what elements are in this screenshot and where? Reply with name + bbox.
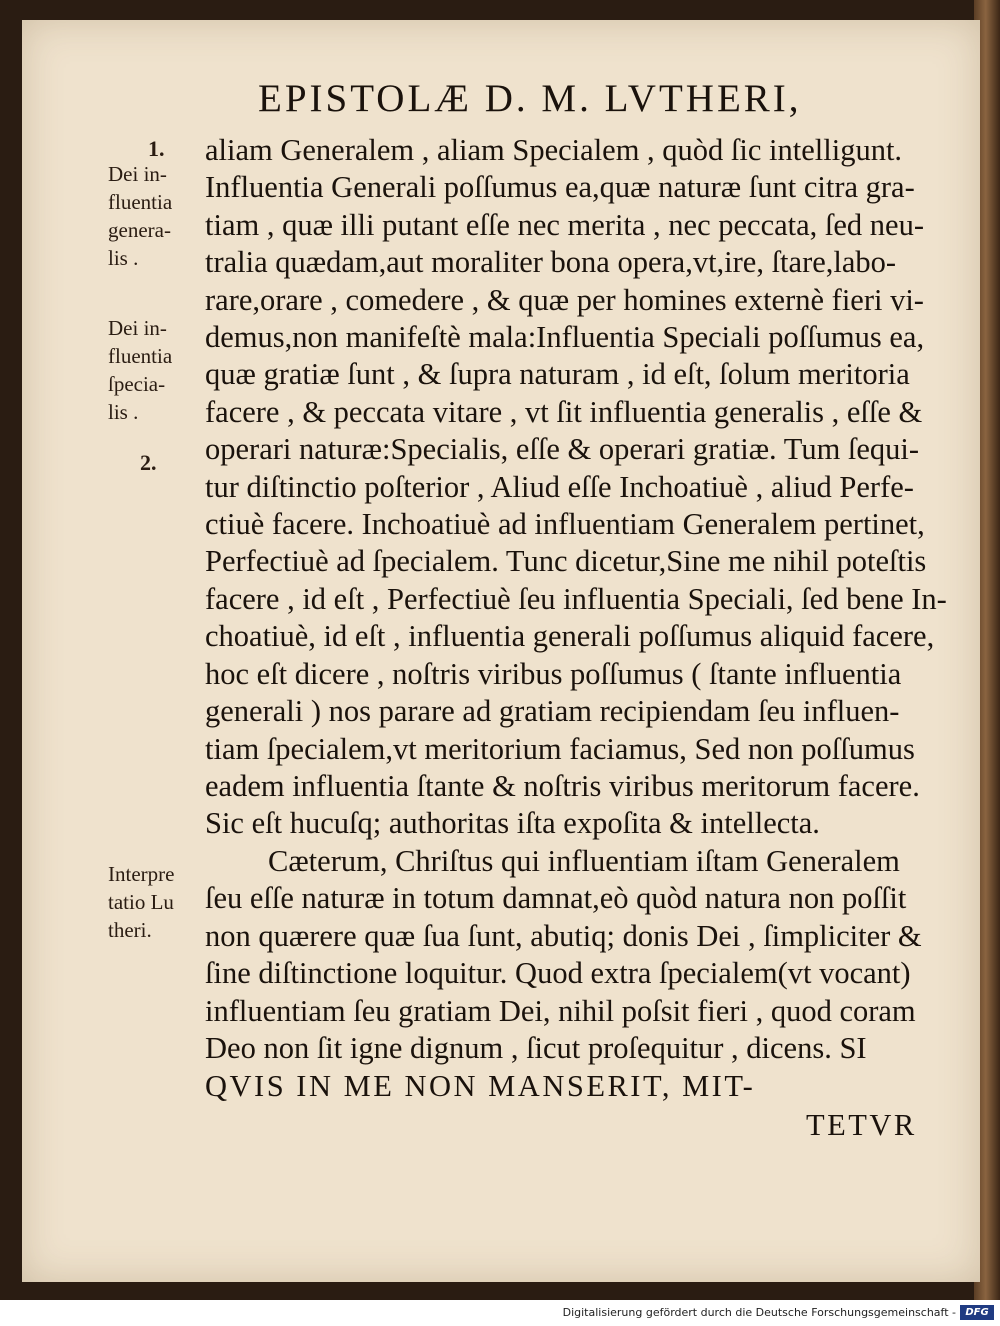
margin-note-line: genera- (108, 218, 171, 242)
margin-note-line: Dei in- (108, 316, 167, 340)
body-line: ſeu eſſe naturæ in totum damnat,eò quòd natura non poſſit (205, 881, 907, 915)
margin-note-line: theri. (108, 918, 152, 942)
body-line: Deo non ſit igne dignum , ſicut proſequitur , dicens. SI (205, 1031, 867, 1065)
body-line: influentiam ſeu gratiam Dei, nihil poſsit fieri , quod coram (205, 994, 916, 1028)
body-line: generali ) nos parare ad gratiam recipiendam ſeu influen- (205, 694, 900, 728)
body-line: non quærere quæ ſua ſunt, abutiq; donis Dei , ſimpliciter & (205, 919, 922, 953)
margin-note-line: lis . (108, 400, 139, 424)
catchword: TETVR (806, 1108, 917, 1142)
body-line: demus,non manifeſtè mala:Influentia Speciali poſſumus ea, (205, 320, 925, 354)
body-line: operari naturæ:Specialis, eſſe & operari gratiæ. Tum ſequi- (205, 432, 920, 466)
body-line: aliam Generalem , aliam Specialem , quòd ſic intelligunt. (205, 133, 903, 167)
margin-note-line: Interpre (108, 862, 175, 886)
body-line: ſine diſtinctione loquitur. Quod extra ſpecialem(vt vocant) (205, 956, 911, 990)
margin-note-line: fluentia (108, 344, 173, 368)
dfg-logo: DFG (960, 1305, 994, 1320)
margin-note-interpretatio-lutheri (108, 860, 208, 944)
body-line: facere , id eſt , Perfectiuè ſeu influentia Speciali, ſed bene In- (205, 582, 947, 616)
body-line: hoc eſt dicere , noſtris viribus poſſumus ( ſtante influentia (205, 657, 902, 691)
running-head: EPISTOLÆ D. M. LVTHERI, (258, 77, 802, 120)
body-line: tralia quædam,aut moraliter bona opera,vt,ire, ſtare,labo- (205, 245, 897, 279)
body-line: Perfectiuè ad ſpecialem. Tunc dicetur,Sine me nihil poteſtis (205, 544, 927, 578)
margin-note-line: ſpecia- (108, 372, 166, 396)
body-line: eadem influentia ſtante & noſtris viribus meritorum facere. (205, 769, 920, 803)
margin-note-line: tatio Lu (108, 890, 174, 914)
margin-number-2: 2. (140, 450, 157, 475)
body-line: quæ gratiæ ſunt , & ſupra naturam , id eſt, ſolum meritoria (205, 357, 910, 391)
body-line: tur diſtinctio poſterior , Aliud eſſe Inchoatiuè , aliud Perfe- (205, 470, 914, 504)
margin-note-influentia-specialis (108, 314, 208, 426)
body-line: Sic eſt hucuſq; authoritas iſta expoſita & intellecta. (205, 806, 820, 840)
body-line: tiam ſpecialem,vt meritorium faciamus, Sed non poſſumus (205, 732, 915, 766)
body-line: choatiuè, id eſt , influentia generali poſſumus aliquid facere, (205, 619, 935, 653)
body-line: Influentia Generali poſſumus ea,quæ naturæ ſunt citra gra- (205, 170, 915, 204)
body-line: ctiuè facere. Inchoatiuè ad influentiam Generalem pertinet, (205, 507, 925, 541)
footer-bar (0, 1300, 1000, 1326)
body-line: Cæterum, Chriſtus qui influentiam iſtam Generalem (268, 844, 900, 878)
margin-note-line: fluentia (108, 190, 173, 214)
body-line: QVIS IN ME NON MANSERIT, MIT- (205, 1069, 756, 1103)
margin-number-1: 1. (148, 136, 165, 161)
body-line: rare,orare , comedere , & quæ per homines externè fieri vi- (205, 283, 924, 317)
margin-note-line: lis . (108, 246, 139, 270)
body-line: tiam , quæ illi putant eſſe nec merita , nec peccata, ſed neu- (205, 208, 924, 242)
body-line: facere , & peccata vitare , vt ſit influentia generalis , eſſe & (205, 395, 923, 429)
margin-note-influentia-generalis (108, 160, 208, 272)
margin-note-line: Dei in- (108, 162, 167, 186)
funding-credit: Digitalisierung gefördert durch die Deutsche Forschungsgemeinschaft - (562, 1306, 956, 1319)
